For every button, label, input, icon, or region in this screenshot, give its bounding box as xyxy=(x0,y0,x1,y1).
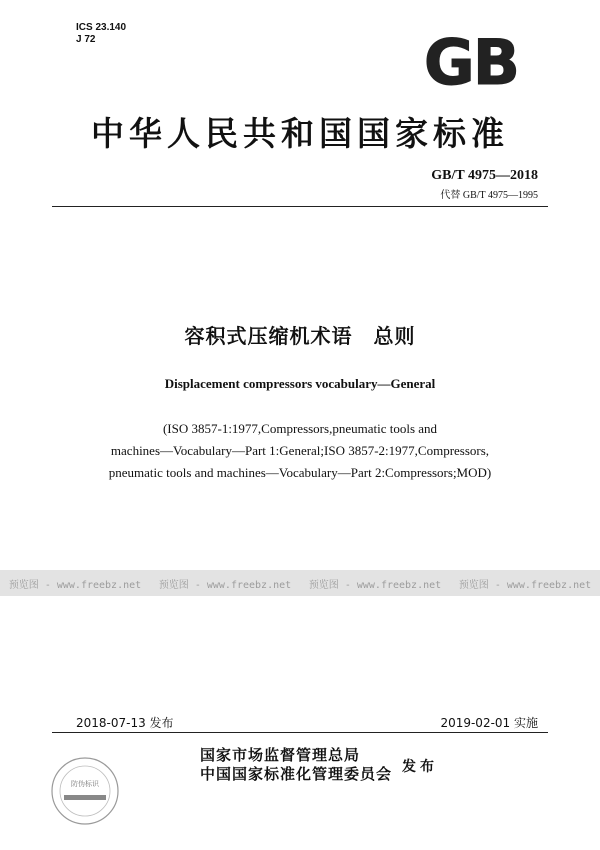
watermark-band xyxy=(0,570,600,596)
iso-reference-line: pneumatic tools and machines—Vocabulary—Part 2:Compressors;MOD) xyxy=(108,465,492,480)
iso-reference-line: (ISO 3857-1:1977,Compressors,pneumatic tools and xyxy=(162,421,438,436)
watermark-text: 预览图 - www.freebz.net xyxy=(158,579,292,591)
authority-sac: 中国国家标准化管理委员会 xyxy=(200,765,393,783)
gb-logo xyxy=(412,32,530,92)
standard-title: 中华人民共和国国家标准 xyxy=(91,114,509,153)
gb-logo-text: GB xyxy=(423,32,519,92)
iso-reference-line: machines—Vocabulary—Part 1:General;ISO 3857-2:1977,Compressors, xyxy=(110,443,490,458)
authority-samr: 国家市场监督管理总局 xyxy=(200,746,361,764)
ics-code: ICS 23.140 xyxy=(76,22,127,33)
document-title-cn: 容积式压缩机术语 总则 xyxy=(184,324,416,348)
issue-date: 2018-07-13 发布 xyxy=(76,716,174,730)
classification-codes xyxy=(76,22,126,46)
implementation-date: 2019-02-01 实施 xyxy=(440,716,538,730)
bottom-divider xyxy=(52,732,548,733)
watermark-text: 预览图 - www.freebz.net xyxy=(8,579,142,591)
standard-number: GB/T 4975—2018 xyxy=(431,168,538,183)
iso-reference xyxy=(70,418,530,484)
watermark-text: 预览图 - www.freebz.net xyxy=(308,579,442,591)
class-code: J 72 xyxy=(76,34,96,45)
replaces-note: 代替 GB/T 4975—1995 xyxy=(440,190,538,201)
top-divider xyxy=(52,206,548,207)
watermark-text: 预览图 - www.freebz.net xyxy=(458,579,592,591)
issuing-authorities xyxy=(200,746,392,784)
seal-text: 防伪标识 xyxy=(71,780,99,788)
issued-label: 发布 xyxy=(402,759,438,775)
anti-counterfeit-seal xyxy=(48,754,122,828)
document-title-en: Displacement compressors vocabulary—General xyxy=(164,376,436,391)
